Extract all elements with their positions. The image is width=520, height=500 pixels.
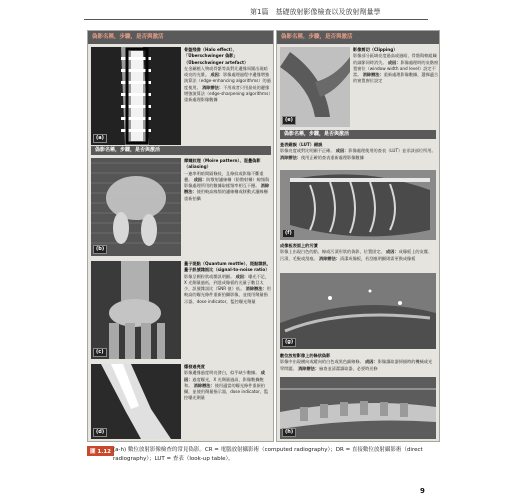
panel-h-fix: 檢查並清潔讀取器，必要時送修: [319, 365, 378, 371]
panel-c-fix: 用較高的曝光條件重新拍攝影像，並使用劑量指示器，dose indicator，監控曝光劑量: [184, 286, 271, 304]
figure-caption-text: (a-h) 數位放射影像檢查的常見偽影。CR = 電腦放射攝影術（computed radiography）；DR = 直接數位放射攝影術（direct radiography）；LUT = 查表（look-up table）。: [113, 447, 423, 462]
figure-badge: 圖 1.12: [87, 446, 114, 456]
header-rule: [84, 19, 428, 20]
column-head-label: 偽影名稱，步驟，: [281, 34, 326, 40]
xray-spine-streak-image: [280, 377, 436, 439]
panel-c-title: 量子斑點（Quantum mottle）、斑點雜訊，量子訊號雜訊比（signal-to-noise ratio）: [184, 261, 271, 273]
xray-elbow-clipping-image: [280, 47, 350, 127]
cause-label: 成因：: [235, 273, 249, 279]
cause-label: 成因：: [335, 148, 349, 154]
panel-d-cause: 過度曝光，X 光劑量過高，影像數據飽和。: [184, 376, 264, 388]
fix-label: 消除辦法：: [298, 365, 320, 371]
xray-thorax-lut-image: [280, 170, 436, 240]
panel-f-cause: 影像處理使用的查表（LUT）並非該部位所用。: [348, 148, 436, 154]
panel-e-cause: 影像處理時的灰階窗寬窗位（window width and level）設定不當。: [353, 59, 439, 78]
panel-e-body: 影像部分區域亮度過高或過暗，骨骼與軟組織的細節同時消失。: [353, 53, 437, 65]
cause-label: 成因：: [386, 249, 399, 255]
cause-label: 成因：: [184, 370, 265, 382]
panel-b-cause: 防散射濾線柵（防散射柵）線頻與影像處理所用的數據取樣頻率相互干擾。: [184, 176, 270, 189]
xray-paw-moire-image: [91, 158, 181, 256]
panel-tag: (d): [93, 428, 107, 437]
cause-label: 成因：: [387, 59, 401, 65]
cause-label: 成因：: [193, 176, 207, 182]
panel-b-fix: 使用較高線頻的濾線柵或移動式濾線柵重新拍攝: [184, 189, 268, 201]
panel-h-cause: 影像讀取器掃描時的機械或光學問題。: [280, 359, 433, 371]
panel-a-fix: 不用或者只用最低的邊緣增強演算法（edge-sharpening algorithms）重新處理影像數據: [184, 84, 271, 103]
panel-g-title: 成像板表面上的污漬: [280, 243, 318, 248]
panel-b-description: [184, 158, 271, 256]
panel-g-cause: 成像板上的灰塵、污漬、毛髮或刮痕。: [280, 249, 433, 261]
xray-panel-c: [91, 261, 181, 359]
panel-tag: (a): [93, 134, 107, 143]
xray-panel-a: [91, 47, 181, 145]
left-column-header: [88, 31, 273, 44]
panel-h-body: 影像中出現橫向或縱向的白色或黑色細線條。: [280, 359, 364, 365]
panel-d-body: 影像邊緣過度明亮發白，似乎缺少數據。: [184, 370, 260, 376]
right-mid-subheader: 偽影名稱，步驟，是否與激活: [280, 130, 436, 139]
column-head-accent: 是否與激活: [136, 34, 164, 40]
xray-carpus-noise-image: [91, 261, 181, 359]
fix-label: 消除辦法：: [202, 84, 224, 90]
figure-caption: [87, 444, 440, 472]
panel-b-title: 摩爾紋理（Moire pattern）、混疊偽影（aliasing）: [184, 158, 261, 170]
xray-abdomen-plate-dirt-image: [280, 273, 436, 349]
panel-c-body: 影像呈顆粒狀或雜訊明顯。: [184, 273, 235, 279]
fix-label: 消除辦法：: [280, 154, 301, 160]
running-header: [0, 0, 520, 22]
panel-tag: (g): [282, 338, 296, 347]
panel-tag: (h): [282, 428, 296, 437]
panel-e-title: 影像剪切（Clipping）: [353, 47, 398, 52]
cause-label: 成因：: [210, 72, 224, 78]
panel-g-body: 影像上出現白色的點、線或污漬形狀的偽影，位置固定。: [280, 249, 385, 255]
panel-g-description: [280, 243, 436, 269]
xray-panel-d: [91, 364, 181, 439]
xray-panel-e: [280, 47, 350, 127]
right-column: [276, 30, 440, 442]
panel-tag: (f): [282, 229, 295, 238]
panel-f-fix: 使用正確的查表重新處理影像數據: [300, 154, 364, 160]
panel-f-title: 查表錯誤（LUT）錯誤: [280, 142, 323, 147]
fix-label: 消除辦法：: [362, 72, 384, 78]
fix-label: 消除辦法：: [245, 286, 267, 292]
column-head-label: 偽影名稱，步驟，: [92, 34, 137, 40]
panel-g-fix: 清潔成像板，若刮痕明顯則需更換成像板: [340, 255, 416, 261]
panel-h-description: [280, 353, 436, 375]
panel-a-cause: 影像處理過程中邊緣增強演算法（edge-enhancing algorithms）的過度使用。: [184, 72, 271, 90]
xray-panel-b: [91, 158, 181, 256]
xray-panel-f: [280, 170, 436, 240]
cause-label: 成因：: [365, 359, 378, 365]
panel-tag: (c): [93, 348, 107, 357]
panel-b-body: 一連串明暗間隔條紋，且條紋或影像不斷重疊。: [184, 170, 264, 182]
mid-subheader: 偽影名稱，步驟，是否與激活: [91, 146, 271, 155]
panel-d-description: [184, 364, 271, 439]
xray-panel-g: [280, 273, 436, 349]
panel-tag: (b): [93, 245, 107, 254]
fix-label: 消除辦法：: [184, 183, 270, 195]
panel-f-description: [280, 142, 436, 168]
chapter-title: 第1篇 基礎放射影像檢查以及放射劑量學: [250, 8, 381, 16]
panel-c-cause: 曝光不足，X 光劑量過低，到達成像板的光量子數目太少，訊號雜訊比（SNR 值）低。: [184, 273, 270, 292]
panel-d-fix: 使用適當的曝光條件重新拍攝，並使用劑量指示器，dose indicator，監控曝光劑量: [184, 382, 269, 401]
panel-e-description: [353, 47, 439, 129]
xray-bone-plate-image: [91, 47, 181, 145]
panel-tag: (e): [282, 116, 296, 125]
fix-label: 消除辦法：: [193, 382, 215, 388]
page-number: 9: [420, 487, 425, 495]
panel-d-title: 爆發過亮度: [184, 364, 205, 369]
panel-c-description: [184, 261, 271, 359]
panel-e-fix: 重新處理影像數據，選擇適合的窗寬窗位設定: [353, 72, 439, 84]
panel-f-body: 影像亮度或對比明顯不正確。: [280, 148, 335, 154]
panel-a-title: 骨盤殘像（Halo effect）、「Überschwinger 偽影」（Überschwinger artefact）: [184, 47, 249, 65]
panel-a-description: [184, 47, 271, 147]
fix-label: 消除辦法：: [319, 255, 340, 261]
xray-panel-h: [280, 377, 436, 439]
panel-a-body: 在金屬植入物或骨骼等高對比邊緣周圍出現暗或亮的光暈。: [184, 65, 268, 78]
left-column: [87, 30, 274, 442]
column-head-accent: 是否與激活: [325, 34, 353, 40]
panel-h-title: 數位放射影像上的條狀偽影: [280, 353, 331, 358]
right-column-header: [277, 31, 439, 44]
